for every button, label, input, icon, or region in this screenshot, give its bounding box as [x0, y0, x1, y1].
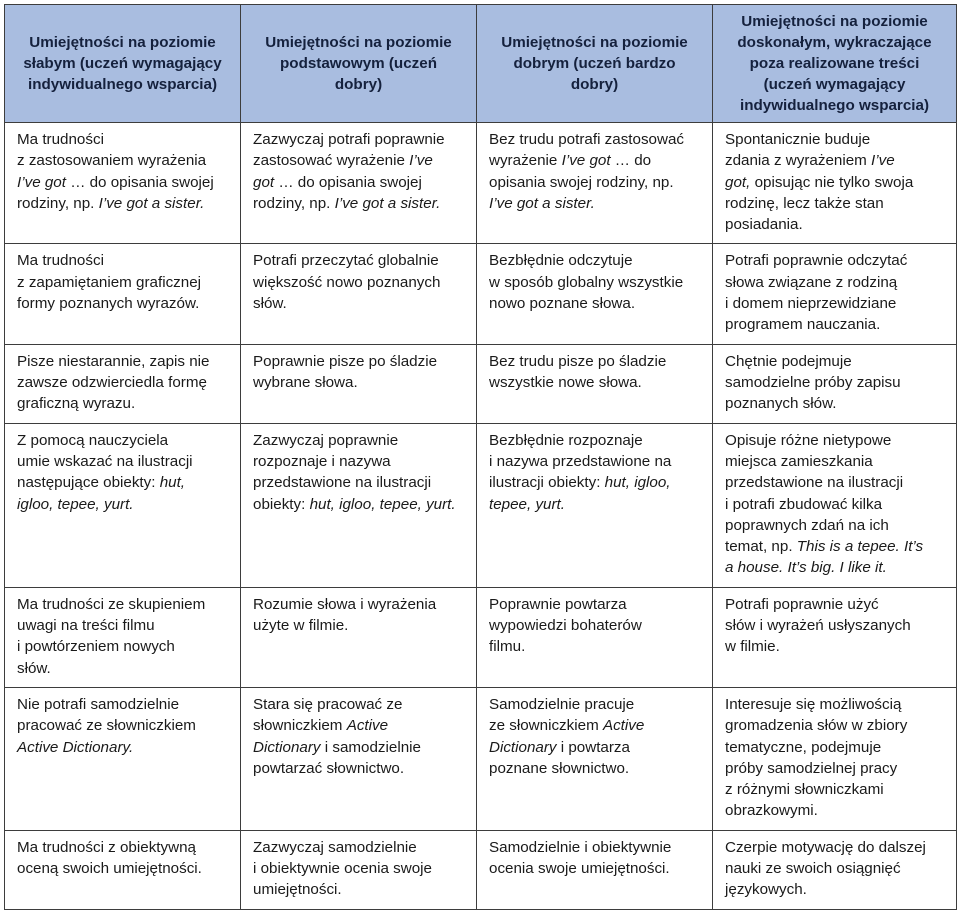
- text-segment: poprawnych zdań na ich: [725, 516, 889, 534]
- cell-weak-level: [5, 687, 241, 830]
- skills-assessment-table: [4, 4, 957, 910]
- text-segment: następujące obiekty:: [17, 474, 160, 492]
- cell-line: [17, 250, 230, 271]
- text-segment: wyrażenie: [489, 152, 562, 170]
- cell-line: [17, 658, 230, 679]
- cell-line: [17, 636, 230, 657]
- text-segment: poznanych słów.: [725, 395, 837, 413]
- text-segment: nauki ze swoich osiągnięć: [725, 860, 901, 878]
- cell-basic-level: [241, 244, 477, 344]
- text-segment: obrazkowymi.: [725, 802, 818, 820]
- cell-basic-level: [241, 423, 477, 587]
- cell-basic-level: [241, 687, 477, 830]
- text-segment: przedstawione na ilustracji: [725, 474, 904, 492]
- cell-line: [489, 837, 702, 858]
- text-segment: i samodzielnie: [320, 738, 421, 756]
- cell-line: [17, 494, 230, 515]
- cell-line: [725, 430, 946, 451]
- cell-line: [253, 715, 466, 736]
- cell-line: [17, 472, 230, 493]
- header-line: dobry): [570, 76, 619, 93]
- text-segment: Ma trudności ze skupieniem: [17, 595, 206, 613]
- cell-weak-level: [5, 423, 241, 587]
- cell-line: [725, 250, 946, 271]
- cell-line: [17, 715, 230, 736]
- cell-line: [253, 594, 466, 615]
- cell-line: [253, 172, 466, 193]
- text-segment: większość nowo poznanych: [253, 273, 441, 291]
- cell-line: [489, 472, 702, 493]
- text-segment: … do opisania swojej: [65, 173, 214, 191]
- italic-phrase: I’ve got: [17, 173, 66, 191]
- header-excellent-level: [713, 5, 957, 123]
- cell-line: [725, 472, 946, 493]
- table-row: [5, 344, 957, 423]
- cell-line: [725, 636, 946, 657]
- cell-line: [17, 393, 230, 414]
- cell-line: [253, 615, 466, 636]
- table-row: [5, 244, 957, 344]
- text-segment: i powtórzeniem nowych: [17, 638, 175, 656]
- cell-line: [489, 129, 702, 150]
- text-segment: Nie potrafi samodzielnie: [17, 695, 180, 713]
- cell-line: [489, 758, 702, 779]
- cell-line: [725, 293, 946, 314]
- italic-phrase: I’ve got a sister.: [334, 194, 441, 212]
- text-segment: w sposób globalny wszystkie: [489, 273, 684, 291]
- text-segment: umie wskazać na ilustracji: [17, 452, 193, 470]
- text-segment: z zapamiętaniem graficznej: [17, 273, 202, 291]
- italic-phrase: a house. It’s big. I like it.: [725, 559, 887, 577]
- cell-line: [17, 694, 230, 715]
- header-line: Umiejętności na poziomie: [29, 34, 216, 51]
- cell-line: [489, 615, 702, 636]
- cell-line: [725, 779, 946, 800]
- italic-phrase: Active: [346, 717, 389, 735]
- header-line: podstawowym (uczeń: [280, 55, 437, 72]
- italic-phrase: I’ve got: [561, 152, 611, 170]
- cell-good-level: [477, 687, 713, 830]
- cell-line: [253, 293, 466, 314]
- text-segment: tematyczne, podejmuje: [725, 738, 882, 756]
- header-line: indywidualnego wsparcia): [739, 97, 930, 114]
- text-segment: Potrafi przeczytać globalnie: [253, 252, 439, 270]
- text-segment: w filmie.: [725, 638, 780, 656]
- text-segment: Czerpie motywację do dalszej: [725, 838, 926, 856]
- text-segment: oceną swoich umiejętności.: [17, 860, 202, 878]
- cell-line: [489, 636, 702, 657]
- header-line: Umiejętności na poziomie: [741, 13, 928, 30]
- text-segment: ze słowniczkiem: [489, 717, 603, 735]
- cell-line: [253, 472, 466, 493]
- cell-line: [489, 737, 702, 758]
- cell-line: [489, 293, 702, 314]
- text-segment: graficzną wyrazu.: [17, 395, 136, 413]
- cell-good-level: [477, 123, 713, 244]
- cell-line: [725, 737, 946, 758]
- text-segment: pracować ze słowniczkiem: [17, 717, 196, 735]
- text-segment: posiadania.: [725, 216, 803, 234]
- text-segment: Ma trudności: [17, 131, 104, 148]
- header-line: słabym (uczeń wymagający: [23, 55, 222, 72]
- header-weak-level: [5, 5, 241, 123]
- cell-line: [253, 372, 466, 393]
- cell-excellent-level: [713, 123, 957, 244]
- cell-line: [17, 737, 230, 758]
- text-segment: … do opisania swojej: [274, 173, 422, 191]
- cell-line: [17, 451, 230, 472]
- cell-line: [253, 737, 466, 758]
- text-segment: Spontanicznie buduje: [725, 131, 871, 148]
- cell-line: [17, 594, 230, 615]
- italic-phrase: I’ve: [409, 152, 433, 170]
- cell-line: [253, 451, 466, 472]
- text-segment: miejsca zamieszkania: [725, 452, 873, 470]
- cell-line: [253, 494, 466, 515]
- italic-phrase: hut, igloo, tepee, yurt.: [309, 495, 456, 513]
- text-segment: użyte w filmie.: [253, 617, 349, 635]
- cell-line: [17, 351, 230, 372]
- cell-line: [17, 129, 230, 150]
- italic-phrase: This is a tepee. It’s: [796, 538, 924, 556]
- header-line: Umiejętności na poziomie: [501, 34, 688, 51]
- text-segment: i potrafi zbudować kilka: [725, 495, 883, 513]
- text-segment: gromadzenia słów w zbiory: [725, 717, 908, 735]
- text-segment: Interesuje się możliwością: [725, 695, 902, 713]
- cell-line: [17, 193, 230, 214]
- cell-line: [489, 372, 702, 393]
- cell-line: [17, 858, 230, 879]
- cell-line: [253, 879, 466, 900]
- text-segment: wybrane słowa.: [253, 373, 358, 391]
- italic-phrase: Dictionary: [489, 738, 557, 756]
- text-segment: przedstawione na ilustracji: [253, 474, 432, 492]
- cell-line: [725, 615, 946, 636]
- cell-line: [489, 272, 702, 293]
- cell-good-level: [477, 423, 713, 587]
- text-segment: poznane słownictwo.: [489, 759, 630, 777]
- cell-line: [17, 293, 230, 314]
- text-segment: formy poznanych wyrazów.: [17, 295, 200, 313]
- text-segment: z zastosowaniem wyrażenia: [17, 152, 207, 170]
- cell-line: [725, 172, 946, 193]
- cell-line: [725, 536, 946, 557]
- cell-line: [253, 272, 466, 293]
- cell-line: [17, 837, 230, 858]
- cell-line: [725, 858, 946, 879]
- italic-phrase: igloo, tepee, yurt.: [17, 495, 134, 513]
- text-segment: i nazywa przedstawione na: [489, 452, 672, 470]
- italic-phrase: Dictionary: [253, 738, 321, 756]
- text-segment: Poprawnie pisze po śladzie: [253, 352, 438, 370]
- text-segment: Bezbłędnie odczytuje: [489, 252, 633, 270]
- cell-line: [725, 494, 946, 515]
- text-segment: … do: [610, 152, 652, 170]
- cell-weak-level: [5, 123, 241, 244]
- text-segment: słowa związane z rodziną: [725, 273, 898, 291]
- cell-line: [489, 858, 702, 879]
- cell-line: [253, 250, 466, 271]
- header-line: (uczeń wymagający: [763, 76, 906, 93]
- cell-line: [489, 594, 702, 615]
- cell-line: [725, 150, 946, 171]
- italic-phrase: Active: [602, 717, 645, 735]
- text-segment: opisując nie tylko swoja: [750, 173, 914, 191]
- cell-line: [725, 451, 946, 472]
- text-segment: filmu.: [489, 638, 526, 656]
- cell-good-level: [477, 830, 713, 909]
- cell-line: [253, 129, 466, 150]
- cell-line: [725, 129, 946, 150]
- cell-line: [253, 694, 466, 715]
- text-segment: powtarzać słownictwo.: [253, 759, 405, 777]
- header-line: dobry): [334, 76, 383, 93]
- cell-line: [725, 715, 946, 736]
- text-segment: opisania swojej rodziny, np.: [489, 173, 674, 191]
- cell-line: [253, 837, 466, 858]
- text-segment: Zazwyczaj poprawnie: [253, 431, 399, 449]
- cell-line: [253, 351, 466, 372]
- text-segment: Stara się pracować ze: [253, 695, 403, 713]
- text-segment: Pisze niestarannie, zapis nie: [17, 352, 210, 370]
- italic-phrase: hut,: [159, 474, 186, 492]
- table-row: [5, 587, 957, 687]
- cell-excellent-level: [713, 587, 957, 687]
- text-segment: ocenia swoje umiejętności.: [489, 860, 670, 878]
- cell-line: [253, 430, 466, 451]
- cell-basic-level: [241, 344, 477, 423]
- text-segment: Ma trudności: [17, 252, 104, 270]
- text-segment: nowo poznane słowa.: [489, 295, 636, 313]
- cell-excellent-level: [713, 830, 957, 909]
- table-body: [5, 123, 957, 910]
- cell-line: [17, 172, 230, 193]
- text-segment: ilustracji obiekty:: [489, 474, 605, 492]
- cell-weak-level: [5, 830, 241, 909]
- header-line: dobrym (uczeń bardzo: [513, 55, 676, 72]
- cell-good-level: [477, 244, 713, 344]
- cell-line: [489, 193, 702, 214]
- text-segment: uwagi na treści filmu: [17, 617, 155, 635]
- cell-line: [17, 272, 230, 293]
- cell-line: [725, 214, 946, 235]
- cell-basic-level: [241, 123, 477, 244]
- cell-good-level: [477, 344, 713, 423]
- text-segment: słowniczkiem: [253, 717, 347, 735]
- text-segment: Samodzielnie pracuje: [489, 695, 635, 713]
- cell-line: [725, 694, 946, 715]
- cell-weak-level: [5, 244, 241, 344]
- cell-line: [725, 272, 946, 293]
- text-segment: Bezbłędnie rozpoznaje: [489, 431, 643, 449]
- cell-basic-level: [241, 830, 477, 909]
- cell-excellent-level: [713, 687, 957, 830]
- text-segment: z różnymi słowniczkami: [725, 781, 884, 799]
- text-segment: Ma trudności z obiektywną: [17, 838, 196, 856]
- text-segment: Chętnie podejmuje: [725, 352, 852, 370]
- text-segment: Opisuje różne nietypowe: [725, 431, 892, 449]
- text-segment: i obiektywnie ocenia swoje: [253, 860, 432, 878]
- cell-line: [725, 393, 946, 414]
- text-segment: i domem nieprzewidziane: [725, 295, 897, 313]
- cell-line: [17, 150, 230, 171]
- text-segment: słów.: [17, 659, 51, 677]
- cell-excellent-level: [713, 423, 957, 587]
- text-segment: rozpoznaje i nazywa: [253, 452, 391, 470]
- cell-line: [253, 150, 466, 171]
- italic-phrase: tepee, yurt.: [489, 495, 565, 513]
- cell-line: [725, 372, 946, 393]
- text-segment: temat, np.: [725, 538, 797, 556]
- text-segment: zdania z wyrażeniem: [725, 152, 872, 170]
- text-segment: Z pomocą nauczyciela: [17, 431, 169, 449]
- cell-line: [725, 594, 946, 615]
- italic-phrase: Active Dictionary.: [17, 738, 134, 756]
- text-segment: słów.: [253, 295, 287, 313]
- text-segment: rodziny, np.: [253, 194, 335, 212]
- italic-phrase: got,: [725, 173, 751, 191]
- italic-phrase: I’ve got a sister.: [489, 194, 595, 212]
- text-segment: Bez trudu pisze po śladzie: [489, 352, 667, 370]
- header-row: [5, 5, 957, 123]
- text-segment: próby samodzielnej pracy: [725, 759, 898, 777]
- text-segment: Rozumie słowa i wyrażenia: [253, 595, 437, 613]
- cell-line: [253, 858, 466, 879]
- header-basic-level: [241, 5, 477, 123]
- cell-line: [489, 494, 702, 515]
- header-line: doskonałym, wykraczające: [737, 34, 932, 51]
- header-line: Umiejętności na poziomie: [265, 34, 452, 51]
- text-segment: wypowiedzi bohaterów: [489, 617, 642, 635]
- cell-excellent-level: [713, 244, 957, 344]
- text-segment: językowych.: [725, 881, 807, 899]
- text-segment: Zazwyczaj samodzielnie: [253, 838, 417, 856]
- text-segment: słów i wyrażeń usłyszanych: [725, 617, 911, 635]
- italic-phrase: I’ve got a sister.: [98, 194, 205, 212]
- text-segment: Potrafi poprawnie odczytać: [725, 252, 908, 270]
- cell-line: [725, 758, 946, 779]
- italic-phrase: I’ve: [871, 152, 895, 170]
- cell-line: [253, 193, 466, 214]
- table-row: [5, 123, 957, 244]
- header-line: poza realizowane treści: [749, 55, 920, 72]
- text-segment: samodzielne próby zapisu: [725, 373, 901, 391]
- cell-line: [17, 430, 230, 451]
- text-segment: programem nauczania.: [725, 316, 881, 334]
- cell-line: [725, 193, 946, 214]
- cell-line: [725, 314, 946, 335]
- cell-excellent-level: [713, 344, 957, 423]
- text-segment: rodzinę, lecz także stan: [725, 194, 884, 212]
- cell-line: [489, 351, 702, 372]
- cell-line: [17, 372, 230, 393]
- cell-line: [489, 430, 702, 451]
- text-segment: Zazwyczaj potrafi poprawnie: [253, 131, 445, 148]
- text-segment: zawsze odzwierciedla formę: [17, 373, 207, 391]
- italic-phrase: got: [253, 173, 275, 191]
- header-line: indywidualnego wsparcia): [27, 76, 218, 93]
- cell-line: [725, 800, 946, 821]
- table-row: [5, 830, 957, 909]
- text-segment: wszystkie nowe słowa.: [489, 373, 642, 391]
- cell-line: [489, 451, 702, 472]
- cell-line: [17, 615, 230, 636]
- table-row: [5, 423, 957, 587]
- cell-line: [489, 715, 702, 736]
- text-segment: Poprawnie powtarza: [489, 595, 627, 613]
- cell-basic-level: [241, 587, 477, 687]
- text-segment: Potrafi poprawnie użyć: [725, 595, 879, 613]
- cell-good-level: [477, 587, 713, 687]
- text-segment: i powtarza: [556, 738, 630, 756]
- cell-line: [725, 879, 946, 900]
- header-good-level: [477, 5, 713, 123]
- text-segment: Samodzielnie i obiektywnie: [489, 838, 672, 856]
- text-segment: zastosować wyrażenie: [253, 152, 410, 170]
- cell-line: [253, 758, 466, 779]
- cell-line: [489, 694, 702, 715]
- text-segment: umiejętności.: [253, 881, 342, 899]
- cell-line: [725, 557, 946, 578]
- text-segment: rodziny, np.: [17, 194, 99, 212]
- cell-weak-level: [5, 344, 241, 423]
- cell-weak-level: [5, 587, 241, 687]
- cell-line: [725, 515, 946, 536]
- italic-phrase: hut, igloo,: [604, 474, 671, 492]
- table-row: [5, 687, 957, 830]
- text-segment: Bez trudu potrafi zastosować: [489, 131, 685, 148]
- text-segment: obiekty:: [253, 495, 310, 513]
- cell-line: [489, 150, 702, 171]
- cell-line: [725, 351, 946, 372]
- cell-line: [489, 172, 702, 193]
- cell-line: [489, 250, 702, 271]
- cell-line: [725, 837, 946, 858]
